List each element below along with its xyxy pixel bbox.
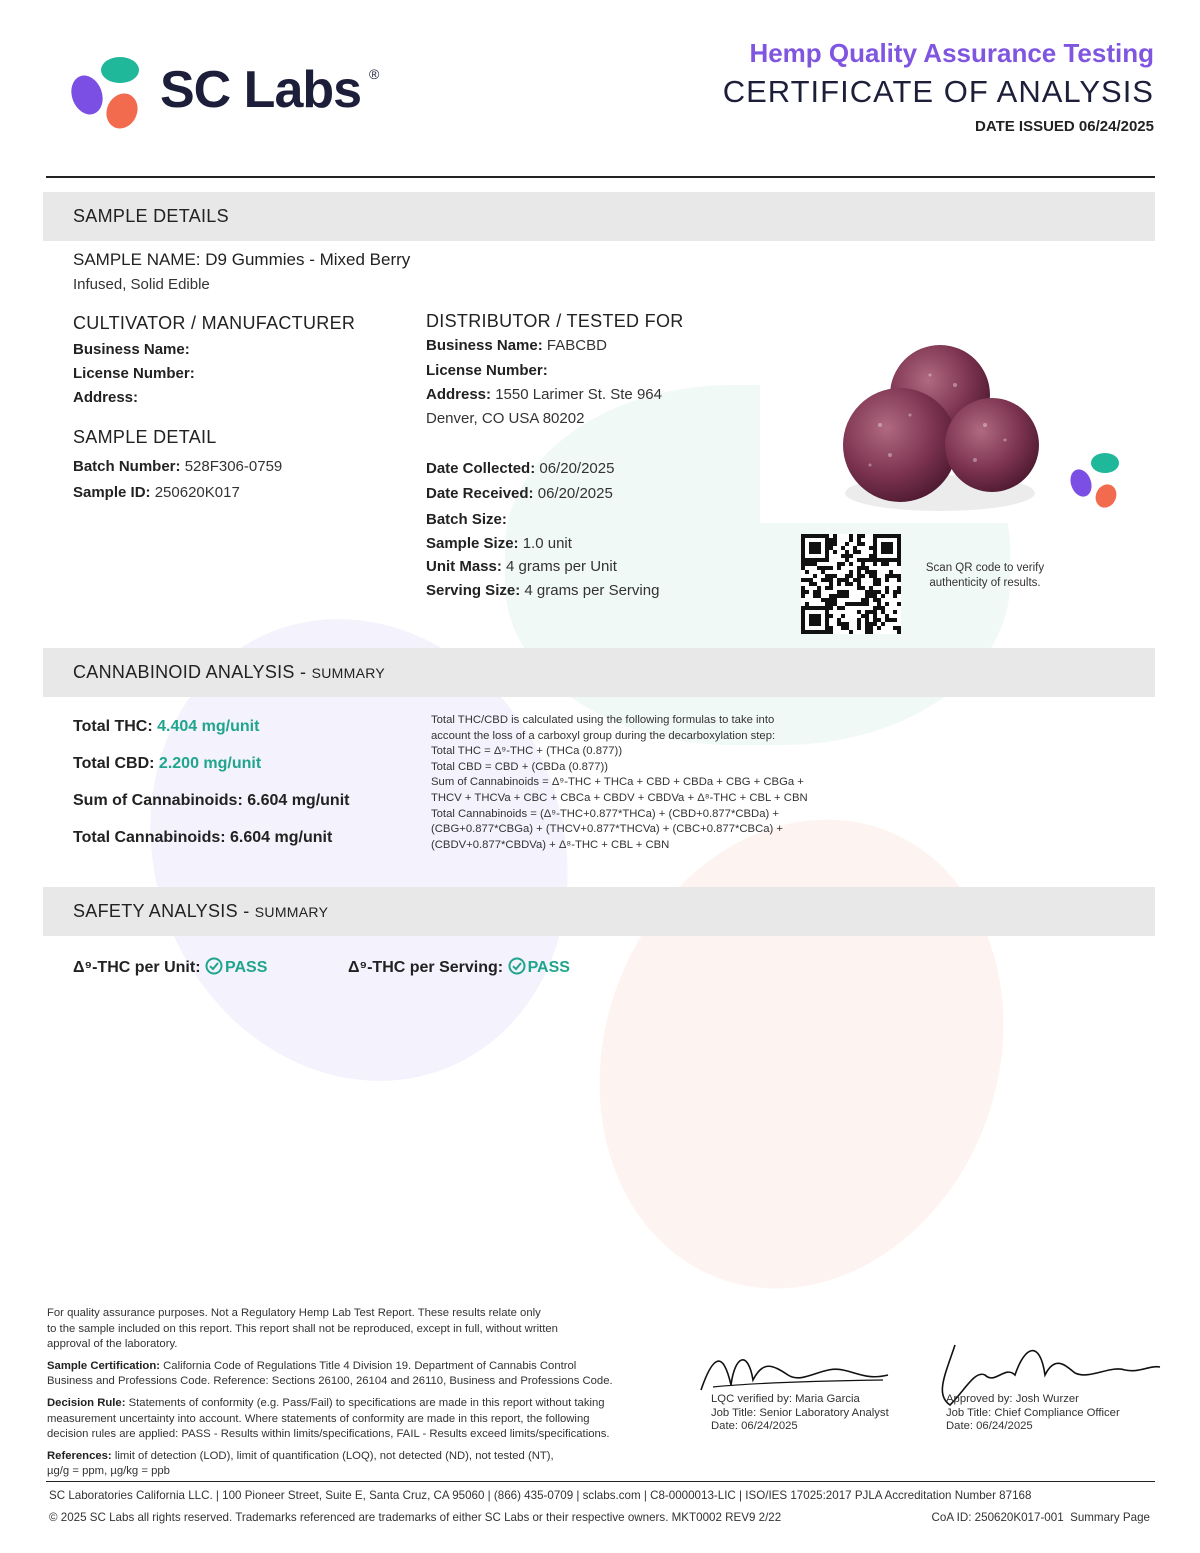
unit-mass: Unit Mass: 4 grams per Unit — [426, 558, 617, 575]
cultivator-license: License Number: — [73, 365, 195, 382]
distributor-business-name: Business Name: FABCBD — [426, 337, 607, 354]
header-subtitle: Hemp Quality Assurance Testing — [749, 38, 1154, 68]
header-divider — [46, 176, 1155, 178]
qr-caption — [912, 561, 1058, 590]
formula-line: Total CBD = CBD + (CBDa (0.877)) — [431, 760, 609, 773]
formula-line: Total Cannabinoids = (Δ⁹-THC+0.877*THCa) + (CBD+0.877*CBDa) + — [431, 807, 779, 820]
registered-mark: ® — [369, 66, 380, 82]
cannabinoid-heading: CANNABINOID ANALYSIS - SUMMARY — [73, 662, 386, 682]
footer-divider — [46, 1481, 1155, 1482]
formula-line: Sum of Cannabinoids = Δ⁹-THC + THCa + CBD + CBDa + CBG + CBGa + — [431, 776, 804, 789]
cultivator-business-name: Business Name: — [73, 341, 190, 358]
sample-name-row — [73, 250, 410, 270]
coa-id: CoA ID: 250620K017-001 Summary Page — [931, 1511, 1150, 1524]
date-issued: DATE ISSUED 06/24/2025 — [975, 118, 1154, 135]
distributor-address: Address: 1550 Larimer St. Ste 964 — [426, 386, 662, 403]
formula-notes — [431, 713, 851, 853]
decision-rule: Decision Rule: Statements of conformity (e.g. Pass/Fail) to specifications are made in this report without taking measurement uncertainty into account. Where statements of conformity are made in this report, the following decision rules are applied: PASS - Results within limits/specifications, FAIL - Results exceed limits/specifications. — [47, 1396, 610, 1441]
logo-wordmark: SC Labs — [160, 61, 362, 119]
serving-size: Serving Size: 4 grams per Serving — [426, 582, 660, 599]
sample-details-heading: SAMPLE DETAILS — [73, 206, 229, 226]
total-cbd: Total CBD: 2.200 mg/unit — [73, 755, 262, 772]
sample-id: Sample ID: 250620K017 — [73, 484, 240, 501]
signature-2-block: Approved by: Josh Wurzer Job Title: Chief Compliance Officer Date: 06/24/2025 — [946, 1393, 1120, 1432]
date-collected: Date Collected: 06/20/2025 — [426, 460, 615, 477]
date-received: Date Received: 06/20/2025 — [426, 485, 613, 502]
product-image — [760, 345, 1130, 523]
formula-line: account the loss of a carboxyl group during the decarboxylation step: — [431, 729, 776, 742]
sample-certification: Sample Certification: California Code of Regulations Title 4 Division 19. Department of Cannabis Control Business and Professions Code. Reference: Sections 26100, 26104 and 26110, Business and Professions Code. — [47, 1359, 613, 1388]
header-title: CERTIFICATE OF ANALYSIS — [722, 74, 1154, 109]
signature-1-block: LQC verified by: Maria Garcia Job Title: Senior Laboratory Analyst Date: 06/24/2025 — [711, 1393, 889, 1432]
cultivator-address: Address: — [73, 389, 139, 406]
formula-line: THCV + THCVa + CBC + CBCa + CBDV + CBDVa + Δ⁸-THC + CBL + CBN — [431, 791, 808, 804]
footer-notes — [47, 1306, 667, 1480]
total-cannabinoids: Total Cannabinoids: 6.604 mg/unit — [73, 829, 333, 846]
sc-labs-logo — [70, 56, 390, 136]
sample-name-label: SAMPLE NAME: — [73, 250, 201, 269]
cultivator-heading: CULTIVATOR / MANUFACTURER — [73, 313, 356, 333]
pass-badge: PASS — [224, 959, 268, 976]
total-thc: Total THC: 4.404 mg/unit — [73, 718, 260, 735]
sample-size: Sample Size: 1.0 unit — [426, 535, 572, 552]
sample-detail-heading: SAMPLE DETAIL — [73, 427, 217, 447]
batch-number: Batch Number: 528F306-0759 — [73, 458, 283, 475]
formula-line: Total THC = Δ⁹-THC + (THCa (0.877)) — [431, 745, 623, 758]
qr-code-icon — [801, 534, 901, 634]
formula-line: (CBG+0.877*CBGa) + (THCV+0.877*THCVa) + (CBC+0.877*CBCa) + — [431, 823, 784, 836]
distributor-address-line2: Denver, CO USA 80202 — [426, 410, 585, 427]
copyright: © 2025 SC Labs all rights reserved. Trademarks referenced are trademarks of either SC Labs or their respective owners. MKT0002 REV9 2/22 — [49, 1511, 782, 1524]
thc-per-unit: Δ⁹-THC per Unit: PASS — [73, 959, 268, 976]
distributor-heading: DISTRIBUTOR / TESTED FOR — [426, 311, 684, 331]
qr-caption-line1: Scan QR code to verify — [925, 562, 1045, 574]
logo-mark-icon — [70, 56, 142, 132]
safety-band — [43, 887, 1155, 936]
formula-line: (CBDV+0.877*CBDVa) + Δ⁸-THC + CBL + CBN — [431, 838, 670, 851]
batch-size: Batch Size: — [426, 511, 507, 528]
sum-of-cannabinoids: Sum of Cannabinoids: 6.604 mg/unit — [73, 792, 350, 809]
safety-heading: SAFETY ANALYSIS - SUMMARY — [73, 901, 329, 921]
thc-per-serving: Δ⁹-THC per Serving: PASS — [348, 959, 570, 976]
formula-line: Total THC/CBD is calculated using the following formulas to take into — [431, 714, 775, 726]
disclaimer: For quality assurance purposes. Not a Regulatory Hemp Lab Test Report. These results relate only to the sample included on this report. This report shall not be reproduced, except in full, without written approval of the laboratory. — [47, 1307, 558, 1351]
distributor-license: License Number: — [426, 362, 548, 379]
sample-name-value: D9 Gummies - Mixed Berry — [205, 250, 411, 269]
qr-code[interactable] — [801, 534, 901, 634]
pass-check-icon — [508, 957, 526, 975]
sample-category: Infused, Solid Edible — [73, 276, 210, 293]
references: References: limit of detection (LOD), limit of quantification (LOQ), not detected (ND), not tested (NT), µg/g = ppm, µg/kg = ppb — [47, 1449, 554, 1478]
sample-details-band — [43, 192, 1155, 241]
pass-check-icon — [205, 957, 223, 975]
cannabinoid-band — [43, 648, 1155, 697]
company-info: SC Laboratories California LLC. | 100 Pioneer Street, Suite E, Santa Cruz, CA 95060 | (866) 435-0709 | sclabs.com | C8-0000013-LIC | ISO/IES 17025:2017 PJLA Accreditation Number 87168 — [49, 1489, 1032, 1502]
gummies-photo-icon — [760, 345, 1130, 523]
pass-badge: PASS — [527, 959, 570, 976]
qr-caption-line2: authenticity of results. — [929, 576, 1041, 589]
